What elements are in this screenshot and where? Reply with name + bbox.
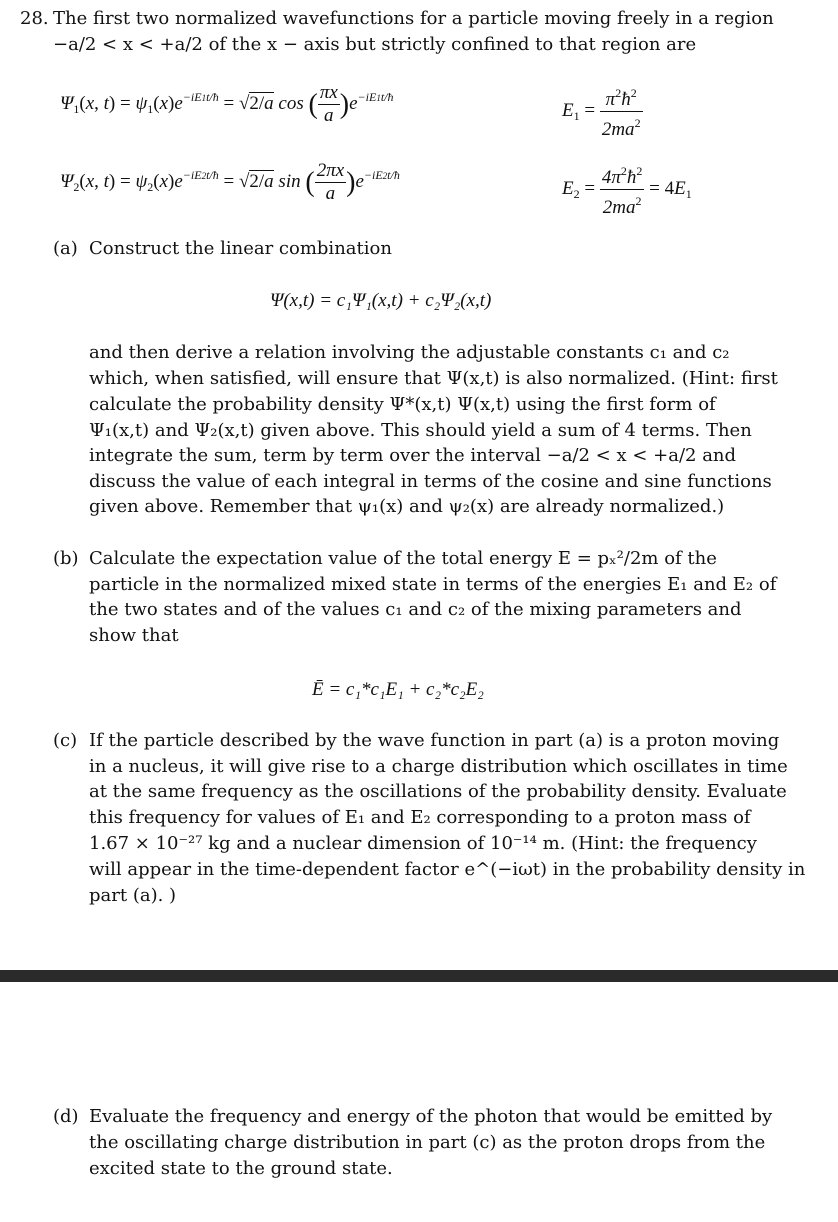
part-b-line-1: Calculate the expectation value of the total energy E = pₓ²/2m of the [89,548,717,569]
part-b-line-4: show that [89,625,179,646]
part-a-label: (a) [53,238,78,259]
part-b-line-2: particle in the normalized mixed state in terms of the energies E₁ and E₂ of [89,574,777,595]
part-a-line-5: integrate the sum, term by term over the interval −a/2 < x < +a/2 and [89,445,737,466]
part-c-line-6: will appear in the time-dependent factor e^(−iωt) in the probability density in [89,859,806,880]
part-c-label: (c) [53,730,78,751]
part-a-line-7: given above. Remember that ψ₁(x) and ψ₂(x) are already normalized.) [89,496,725,517]
part-b-label: (b) [53,548,79,569]
part-c-line-4: this frequency for values of E₁ and E₂ corresponding to a proton mass of [89,807,751,828]
part-a-lead: Construct the linear combination [89,238,392,259]
part-d-label: (d) [53,1106,79,1127]
part-c-line-1: If the particle described by the wave function in part (a) is a proton moving [89,730,780,751]
equation-combination: Ψ(x,t) = c₁Ψ₁(x,t) + c₂Ψ₂(x,t) [270,290,492,311]
part-c-line-7: part (a). ) [89,885,177,906]
intro-line-2: −a/2 < x < +a/2 of the x − axis but strictly confined to that region are [53,34,697,55]
part-a-line-6: discuss the value of each integral in terms of the cosine and sine functions [89,471,772,492]
equation-psi2: $\Psi_2(x$, $t) = \psi_2(x)e^{-iE2t/ħ} = √2/a$ sin ( $\frac{2\pi x}{a}$ )$e^{-iE2t/ħ}$ [60,160,400,204]
part-a-line-2: which, when satisfied, will ensure that Ψ(x,t) is also normalized. (Hint: first [89,368,778,389]
equation-psi1: $\Psi_1(x$, $t) = \psi_1(x)e^{-iE1t/ħ} = √2/a$ cos ( $\frac{\pi x}{a}$ )$e^{-iE1t/ħ}$ [60,82,394,126]
equation-E1: $E_1$ = $\frac{\pi^2ħ^2}{2ma^2}$ [562,82,643,141]
equation-E2: $E_2$ = $\frac{4\pi^2ħ^2}{2ma^2}$ = $4E_1$ [562,160,692,219]
part-b-line-3: the two states and of the values c₁ and c₂ of the mixing parameters and [89,599,742,620]
equation-energy: Ē = c₁*c₁E₁ + c₂*c₂E₂ [312,679,484,700]
part-d-line-3: excited state to the ground state. [89,1158,393,1179]
problem-number: 28. [20,8,49,29]
part-c-line-5: 1.67 × 10⁻²⁷ kg and a nuclear dimension of 10⁻¹⁴ m. (Hint: the frequency [89,833,757,854]
part-c-line-3: at the same frequency as the oscillations of the probability density. Evaluate [89,781,787,802]
intro-line-1: The first two normalized wavefunctions for a particle moving freely in a region [53,8,774,29]
part-a-line-3: calculate the probability density Ψ*(x,t) Ψ(x,t) using the first form of [89,394,716,415]
part-d-line-1: Evaluate the frequency and energy of the photon that would be emitted by [89,1106,773,1127]
part-a-line-4: Ψ₁(x,t) and Ψ₂(x,t) given above. This should yield a sum of 4 terms. Then [89,420,752,441]
part-a-line-1: and then derive a relation involving the adjustable constants c₁ and c₂ [89,342,730,363]
separator-bar [0,970,838,982]
part-c-line-2: in a nucleus, it will give rise to a charge distribution which oscillates in time [89,756,788,777]
part-d-line-2: the oscillating charge distribution in part (c) as the proton drops from the [89,1132,766,1153]
